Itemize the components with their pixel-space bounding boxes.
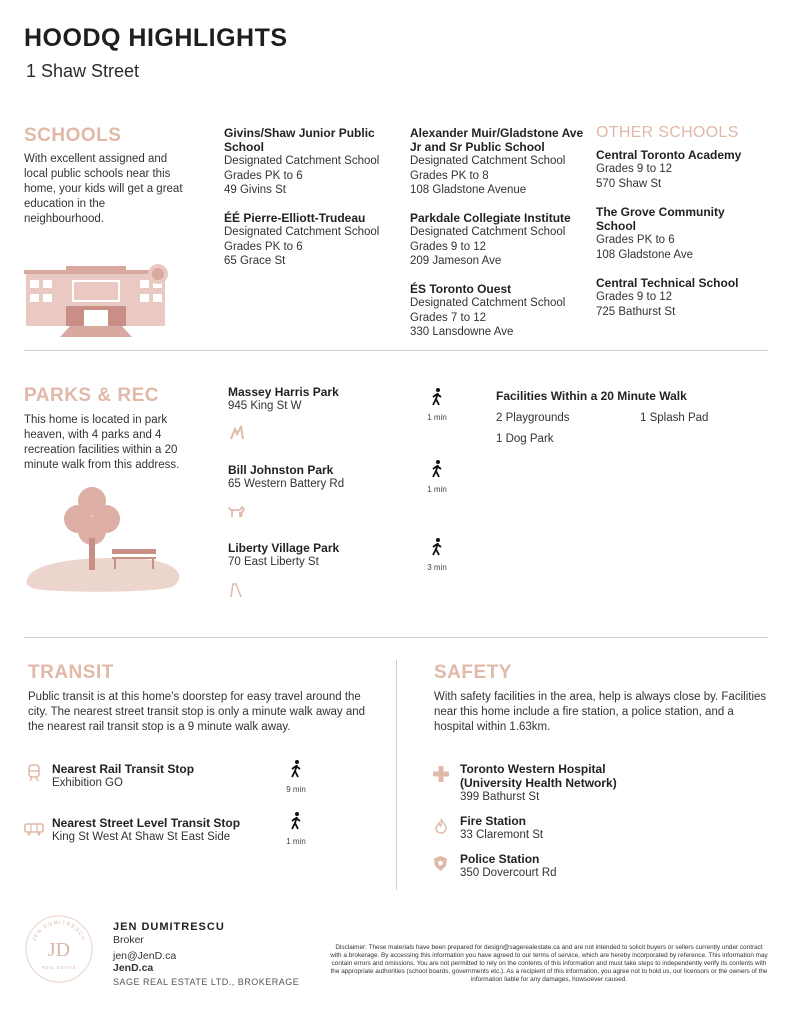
school-type: Designated Catchment School [410, 155, 566, 167]
agent-brokerage: SAGE REAL ESTATE LTD., BROKERAGE [113, 977, 300, 987]
agent-role: Broker [113, 934, 144, 946]
transit-title: TRANSIT [28, 662, 114, 683]
parks-description: This home is located in park heaven, with 4 parks and 4 recreation facilities within a 20 minute walk from this address. [24, 414, 180, 471]
park-name: Bill Johnston Park [228, 463, 334, 477]
facility-item: 1 Dog Park [496, 433, 554, 445]
walk-time [417, 538, 457, 572]
park-name: Liberty Village Park [228, 541, 340, 555]
streetcar-icon [24, 822, 44, 836]
schools-title: SCHOOLS [24, 125, 122, 146]
walk-minutes: 1 min [427, 413, 447, 422]
agent-logo [24, 914, 94, 984]
page-title: HOODQ HIGHLIGHTS [24, 24, 288, 52]
school-name: Central Toronto Academy [596, 148, 742, 162]
park-tree-illustration [22, 483, 184, 593]
school-grades: Grades 9 to 12 [596, 163, 673, 175]
slide-icon [228, 582, 244, 598]
park-address: 65 Western Battery Rd [228, 478, 345, 490]
school-address: 65 Grace St [224, 255, 286, 267]
walk-time [276, 812, 316, 846]
safety-place [460, 852, 660, 881]
parks-title: PARKS & REC [24, 385, 159, 406]
safety-place-address: 33 Claremont St [460, 829, 544, 841]
safety-place-name: Fire Station [460, 814, 527, 828]
school-grades: Grades PK to 6 [224, 240, 303, 253]
school-grades: Grades 7 to 12 [410, 311, 487, 324]
walk-time [417, 388, 457, 422]
playground-icon [228, 425, 246, 441]
safety-description: With safety facilities in the area, help is always close by. Facilities near this home include a fire station, a police station, and a hospital within 1.63km. [434, 691, 767, 733]
walk-minutes: 3 min [427, 563, 447, 572]
walking-person-icon [430, 388, 444, 406]
column-divider [396, 660, 397, 890]
safety-place [460, 762, 660, 805]
transit-stop [52, 816, 282, 845]
school-grades: Grades PK to 6 [224, 169, 303, 182]
park-item [228, 463, 408, 492]
transit-stop [52, 762, 262, 791]
section-divider [24, 637, 768, 638]
safety-place [460, 814, 660, 843]
school-name: Alexander Muir/Gladstone Ave Jr and Sr Public School [410, 126, 584, 154]
facilities-title: Facilities Within a 20 Minute Walk [496, 389, 687, 403]
safety-title: SAFETY [434, 662, 512, 683]
school-name: Givins/Shaw Junior Public School [224, 126, 375, 154]
school-type: Designated Catchment School [410, 297, 566, 309]
school-type: Designated Catchment School [410, 226, 566, 238]
transit-stop-name: Nearest Rail Transit Stop [52, 762, 195, 776]
safety-place-name: Toronto Western Hospital (University Health Network) [460, 762, 617, 790]
section-divider [24, 350, 768, 351]
park-item [228, 385, 408, 414]
logo-bottom-text: REAL ESTATE [41, 965, 77, 970]
school-address: 108 Gladstone Avenue [410, 184, 527, 196]
other-schools-title: OTHER SCHOOLS [596, 124, 739, 141]
school-item [224, 211, 394, 269]
school-grades: Grades 9 to 12 [410, 240, 487, 253]
safety-place-name: Police Station [460, 852, 540, 866]
schools-description: With excellent assigned and local public schools near this home, your kids will get a great education in the neighbourhood. [24, 153, 183, 225]
logo-initials: JD [47, 939, 71, 961]
address: 1 Shaw Street [26, 61, 140, 81]
school-address: 49 Givins St [224, 184, 286, 196]
park-name: Massey Harris Park [228, 385, 339, 399]
school-item [410, 211, 585, 269]
agent-email[interactable]: jen@JenD.ca [113, 950, 177, 962]
train-icon [26, 764, 42, 782]
school-type: Designated Catchment School [224, 226, 380, 238]
school-address: 330 Lansdowne Ave [410, 326, 514, 338]
park-address: 70 East Liberty St [228, 556, 319, 568]
school-item [410, 282, 585, 340]
walk-minutes: 9 min [286, 785, 306, 794]
disclaimer: Disclaimer: These materials have been prepared for design@sagerealestate.ca and are not intended to solicit buyers or sellers currently under contract with a brokerage. By accessing this information you have agreed to our terms of service, which are hereby incorporated by reference. This information may contain errors and omissions. You are not permitted to rely on the contents of this information and must take steps to independently verify its contents with the appropriate authorities (school boards, governments etc.). As a recipient of this information, you agree not to hold us, our licensors or the owners of the information liable for any damages, howsoever caused. [330, 944, 768, 983]
walk-minutes: 1 min [286, 837, 306, 846]
school-name: Central Technical School [596, 276, 739, 290]
transit-stop-name: Nearest Street Level Transit Stop [52, 816, 241, 830]
school-item [596, 276, 766, 319]
school-item [596, 205, 726, 262]
facility-item: 1 Splash Pad [640, 412, 709, 424]
school-name: ÉS Toronto Ouest [410, 282, 512, 296]
hospital-cross-icon [433, 766, 449, 782]
school-item [224, 126, 394, 198]
school-name: ÉÉ Pierre-Elliott-Trudeau [224, 211, 366, 225]
park-item [228, 541, 408, 570]
school-grades: Grades 9 to 12 [596, 291, 673, 303]
walking-person-icon [289, 812, 303, 830]
school-address: 209 Jameson Ave [410, 255, 502, 267]
school-address: 725 Bathurst St [596, 305, 676, 318]
walk-time [417, 460, 457, 494]
walking-person-icon [430, 538, 444, 556]
transit-description: Public transit is at this home’s doorstep for easy travel around the city. The nearest street transit stop is only a minute walk away and the nearest rail transit stop is a 9 minute walk away. [28, 691, 366, 733]
safety-place-address: 350 Dovercourt Rd [460, 867, 557, 879]
park-address: 945 King St W [228, 400, 302, 412]
walk-minutes: 1 min [427, 485, 447, 494]
agent-website[interactable]: JenD.ca [113, 962, 154, 974]
walk-time [276, 760, 316, 794]
school-grades: Grades PK to 6 [596, 234, 675, 246]
school-item [596, 148, 766, 191]
school-item [410, 126, 585, 198]
school-type: Designated Catchment School [224, 155, 380, 167]
facility-item: 2 Playgrounds [496, 412, 570, 424]
safety-place-address: 399 Bathurst St [460, 791, 540, 803]
school-building-illustration [22, 262, 172, 337]
flame-icon [435, 818, 447, 834]
transit-stop-detail: King St West At Shaw St East Side [52, 831, 231, 843]
dog-icon [228, 504, 246, 518]
agent-name: JEN DUMITRESCU [113, 921, 225, 933]
walking-person-icon [289, 760, 303, 778]
school-address: 570 Shaw St [596, 177, 662, 190]
transit-stop-detail: Exhibition GO [52, 777, 123, 789]
walking-person-icon [430, 460, 444, 478]
school-name: The Grove Community School [596, 205, 725, 233]
school-grades: Grades PK to 8 [410, 169, 489, 182]
police-badge-icon [433, 855, 448, 872]
school-name: Parkdale Collegiate Institute [410, 211, 571, 225]
school-address: 108 Gladstone Ave [596, 248, 693, 261]
logo-ring-text: JEN DUMITRESCU [31, 919, 87, 943]
